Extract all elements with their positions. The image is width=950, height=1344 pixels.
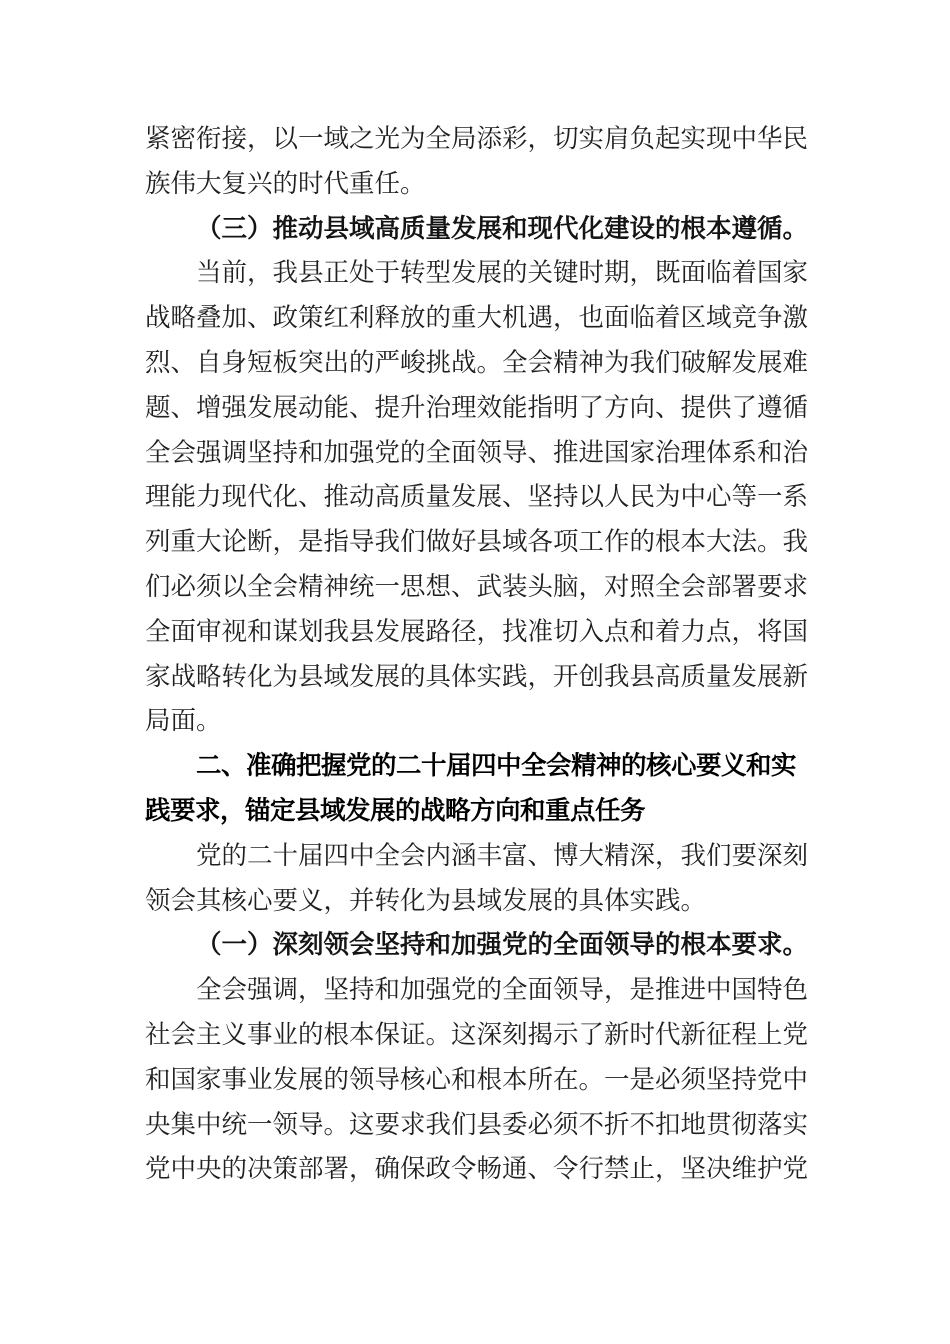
paragraph (145, 251, 809, 744)
text-line: 社会主义事业的根本保证。这深刻揭示了新时代新征程上党 (145, 1019, 809, 1049)
text-line: 局面。 (145, 706, 222, 736)
paragraph (145, 117, 809, 207)
text-line: 列重大论断，是指导我们做好县域各项工作的根本大法。我 (145, 527, 809, 557)
text-line: 烈、自身短板突出的严峻挑战。全会精神为我们破解发展难 (145, 347, 809, 377)
text-line: 和国家事业发展的领导核心和根本所在。一是必须坚持党中 (145, 1064, 809, 1094)
text-line: 党中央的决策部署，确保政令畅通、令行禁止，坚决维护党 (145, 1154, 809, 1184)
text-line: 二、准确把握党的二十届四中全会精神的核心要义和实 (196, 751, 797, 782)
text-line: 紧密衔接，以一域之光为全局添彩，切实肩负起实现中华民 (145, 124, 809, 153)
text-line: 党的二十届四中全会内涵丰富、博大精深，我们要深刻 (196, 840, 809, 870)
text-line: 族伟大复兴的时代重任。 (145, 168, 426, 198)
text-line: （三）推动县域高质量发展和现代化建设的根本遵循。 (196, 213, 809, 243)
text-line: 领会其核心要义，并转化为县域发展的具体实践。 (145, 885, 707, 915)
text-line: 全面审视和谋划我县发展路径，找准切入点和着力点，将国 (145, 616, 809, 646)
text-line: （一）深刻领会坚持和加强党的全面领导的根本要求。 (196, 930, 809, 960)
text-line: 全会强调，坚持和加强党的全面领导，是推进中国特色 (196, 975, 809, 1005)
text-line: 家战略转化为县域发展的具体实践，开创我县高质量发展新 (145, 661, 809, 691)
text-line: 践要求，锚定县域发展的战略方向和重点任务 (145, 795, 646, 826)
text-line: 战略叠加、政策红利释放的重大机遇，也面临着区域竞争激 (145, 303, 809, 333)
section-heading (145, 207, 809, 252)
text-line: 们必须以全会精神统一思想、武装头脑，对照全会部署要求 (145, 571, 809, 601)
text-line: 央集中统一领导。这要求我们县委必须不折不扣地贯彻落实 (145, 1109, 809, 1139)
text-line: 理能力现代化、推动高质量发展、坚持以人民为中心等一系 (145, 482, 809, 512)
paragraph (145, 834, 809, 924)
section-heading (145, 923, 809, 968)
text-line: 全会强调坚持和加强党的全面领导、推进国家治理体系和治 (145, 437, 809, 467)
text-column (145, 117, 809, 1192)
text-line: 当前，我县正处于转型发展的关键时期，既面临着国家 (196, 258, 809, 288)
section-heading (145, 744, 809, 834)
text-line: 题、增强发展动能、提升治理效能指明了方向、提供了遵循 (145, 392, 809, 422)
paragraph (145, 968, 809, 1192)
